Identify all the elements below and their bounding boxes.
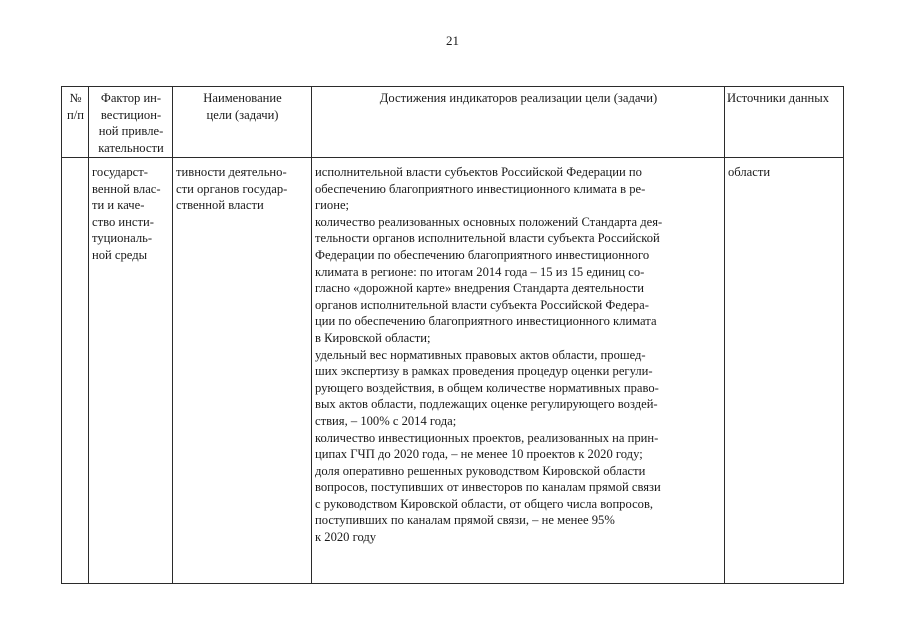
text-line: тивности деятельно-: [176, 165, 287, 179]
data-table: [61, 86, 844, 584]
header-achievements: [312, 87, 725, 158]
text-line: гласно «дорожной карте» внедрения Стандарта деятельности: [315, 281, 644, 296]
text-line: государст-: [92, 165, 148, 179]
cell-num: [62, 158, 89, 584]
text-line: количество реализованных основных положений Стандарта дея-: [315, 214, 663, 229]
text-line: к 2020 году: [315, 530, 377, 545]
text-line: ти и каче-: [92, 198, 145, 213]
text-line: туциональ-: [92, 231, 153, 246]
text-line: цели (задачи): [206, 107, 279, 122]
page-number: 21: [446, 33, 459, 48]
text-line: вестицион-: [100, 107, 162, 122]
header-factor: [89, 87, 173, 158]
text-line: Достижения индикаторов реализации цели (задачи): [379, 91, 658, 105]
text-line: органов исполнительной власти субъекта Российской Федера-: [315, 297, 649, 312]
cell-task: [173, 158, 312, 584]
text-line: венной влас-: [92, 181, 161, 196]
text-line: доля оперативно решенных руководством Кировской области: [315, 463, 646, 478]
header-num: [62, 87, 89, 158]
text-line: с руководством Кировской области, от общего числа вопросов,: [315, 496, 654, 511]
text-line: ствия, – 100% с 2014 года;: [315, 413, 457, 428]
text-line: ших экспертизу в рамках проведения процедур оценки регули-: [315, 364, 653, 379]
text-line: области: [728, 165, 771, 179]
text-line: сти органов государ-: [176, 181, 288, 196]
cell-achievements: [312, 158, 725, 584]
cell-factor: [89, 158, 173, 584]
text-line: Источники данных: [727, 91, 830, 105]
text-line: тельности органов исполнительной власти субъекта Российской: [315, 231, 660, 246]
text-line: рующего воздействия, в общем количестве нормативных право-: [315, 380, 659, 395]
text-line: Федерации по обеспечению благоприятного инвестиционного: [315, 247, 650, 262]
text-line: №: [69, 91, 82, 105]
text-line: кательности: [98, 140, 164, 155]
text-line: ной среды: [92, 247, 148, 262]
header-task: [173, 87, 312, 158]
table-header-row: [62, 87, 844, 158]
text-line: ции по обеспечению благоприятного инвестиционного климата: [315, 314, 657, 329]
text-line: в Кировской области;: [315, 330, 431, 345]
text-line: климата в регионе: по итогам 2014 года – 15 из 15 единиц со-: [315, 264, 645, 279]
text-line: вопросов, поступивших от инвесторов по каналам прямой связи: [315, 480, 661, 495]
cell-sources: [725, 158, 844, 584]
table-row: [62, 158, 844, 584]
text-line: вых актов области, подлежащих оценке регулирующего воздей-: [315, 397, 658, 412]
text-line: ципах ГЧП до 2020 года, – не менее 10 проектов к 2020 году;: [315, 447, 643, 462]
text-line: исполнительной власти субъектов Российской Федерации по: [315, 165, 642, 179]
text-line: п/п: [67, 107, 84, 122]
text-line: Наименование: [203, 91, 282, 105]
text-line: поступивших по каналам прямой связи, – не менее 95%: [315, 513, 615, 528]
text-line: гионе;: [315, 198, 350, 213]
header-sources: [725, 87, 844, 158]
text-line: ственной власти: [176, 198, 264, 213]
text-line: ство инсти-: [92, 214, 154, 229]
text-line: обеспечению благоприятного инвестиционного климата в ре-: [315, 181, 646, 196]
text-line: ной привле-: [98, 124, 164, 139]
text-line: удельный вес нормативных правовых актов области, прошед-: [315, 347, 646, 362]
text-line: Фактор ин-: [100, 91, 162, 105]
text-line: количество инвестиционных проектов, реализованных на прин-: [315, 430, 659, 445]
